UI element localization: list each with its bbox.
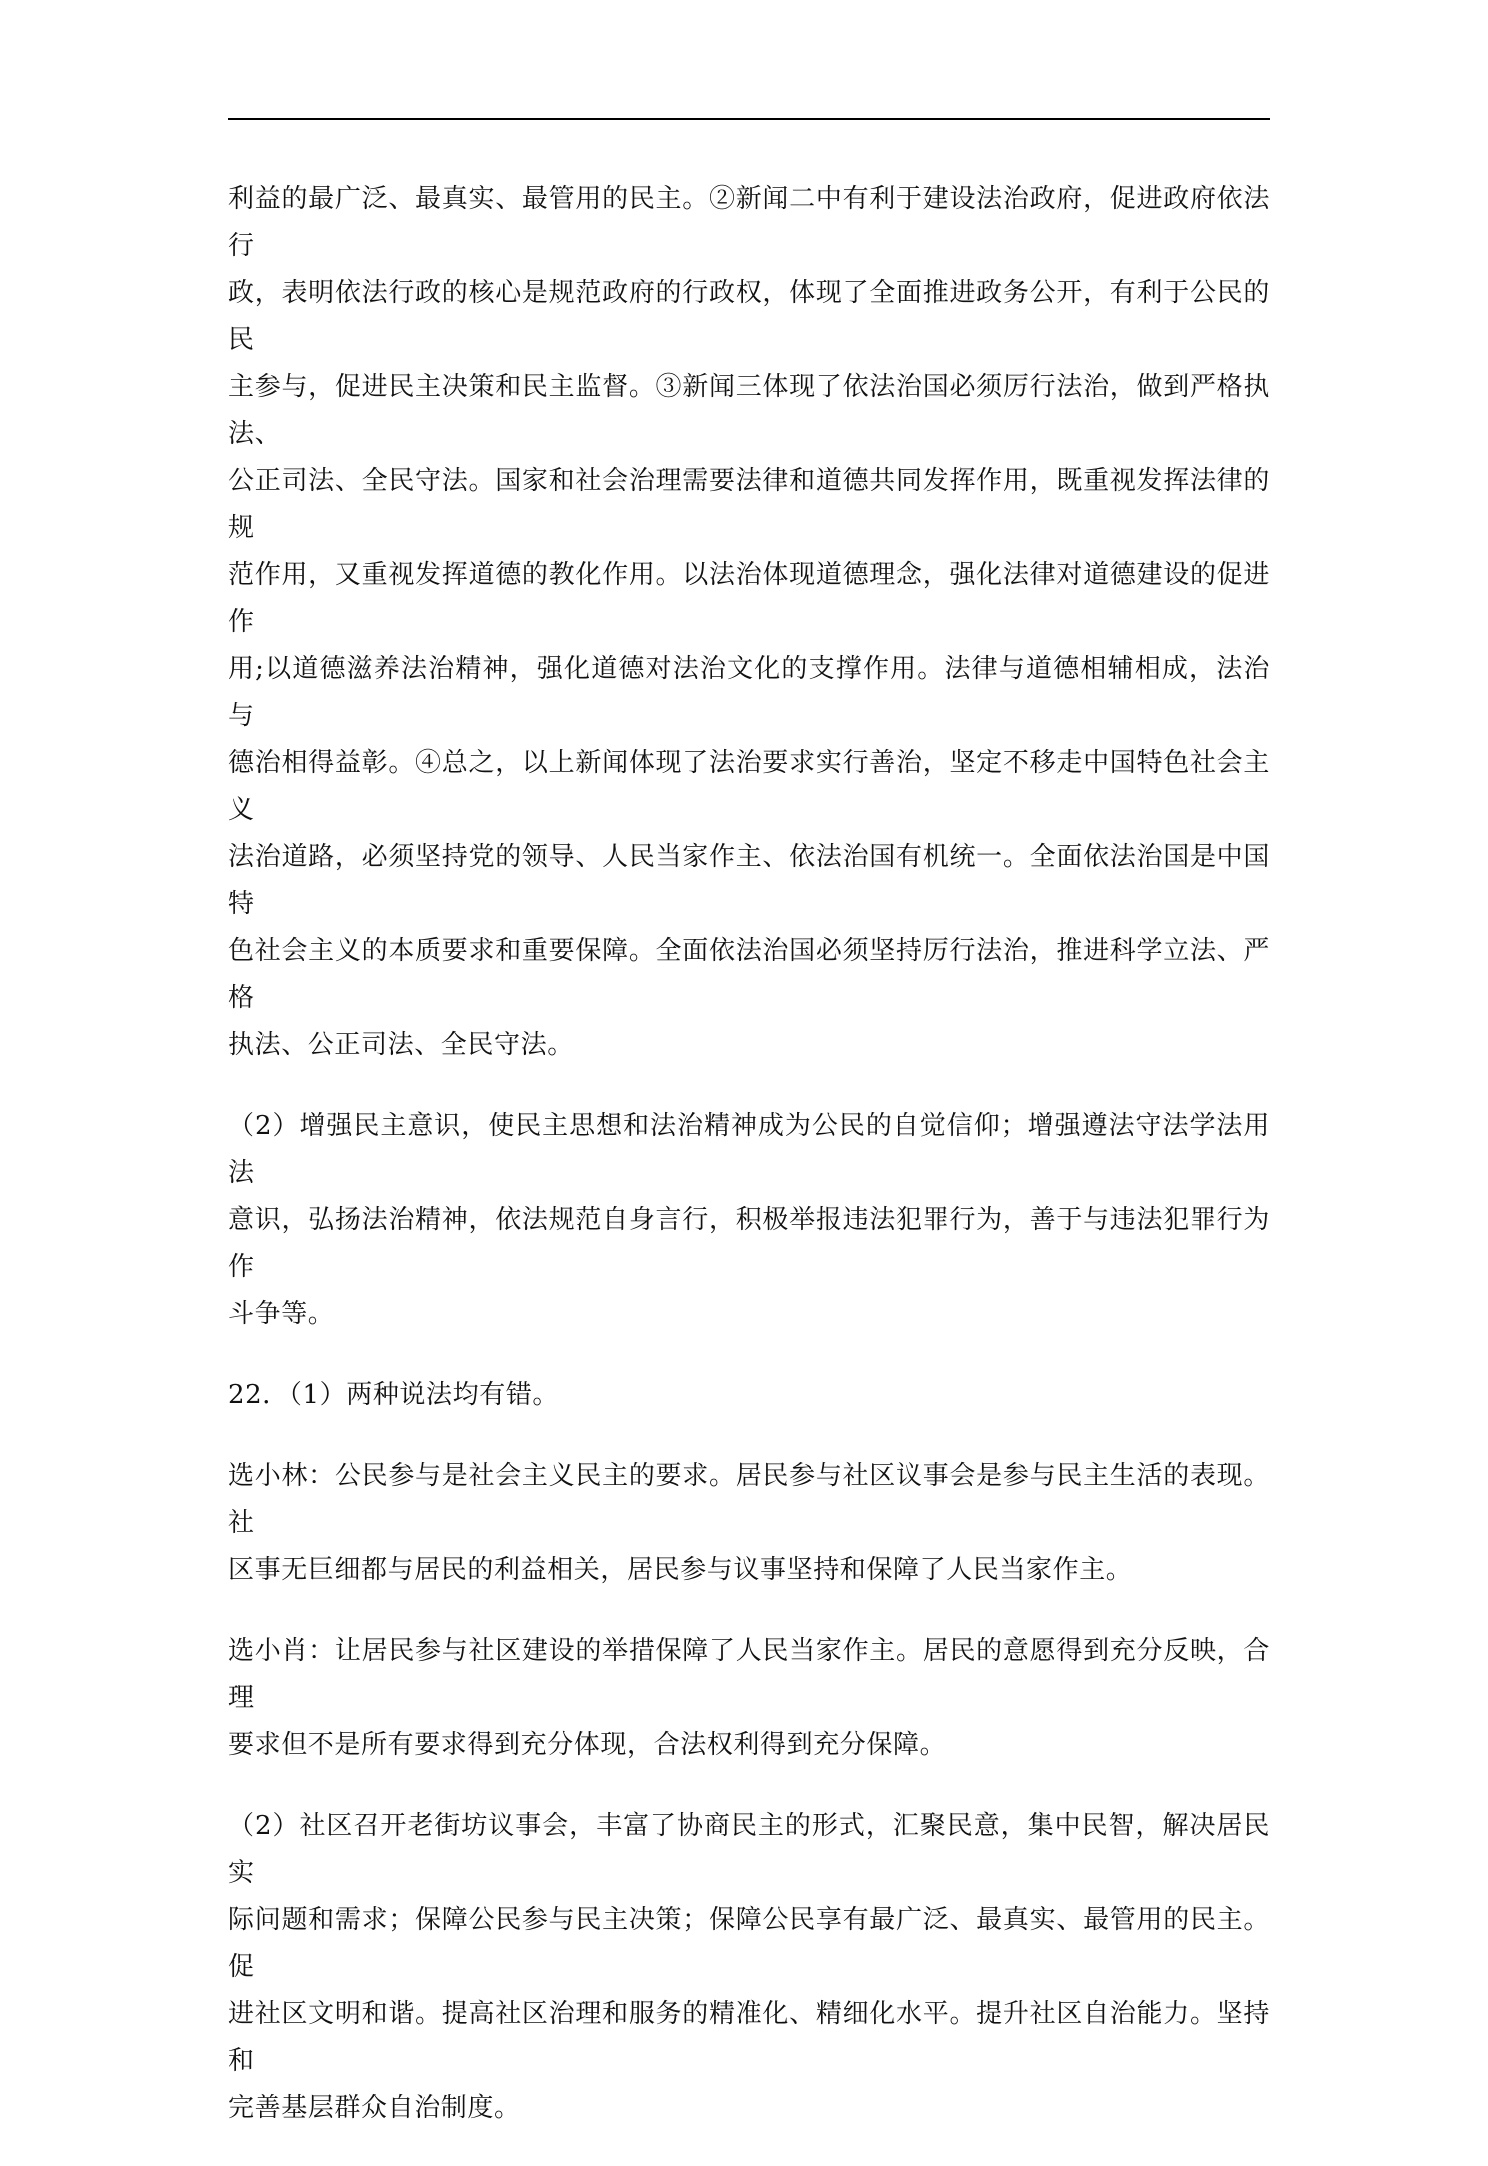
header-rule xyxy=(228,118,1270,120)
paragraph-question-22-part-2: （2）社区召开老街坊议事会，丰富了协商民主的形式，汇聚民意，集中民智，解决居民实 际问题和需求；保障公民参与民主决策；保障公民享有最广泛、最真实、最管用的民主。促 进社区文明和谐。提高社区治理和服务的精准化、精细化水平。提升社区自治能力。坚持和 完善基层群众自治制度。 xyxy=(228,1811,1270,2123)
paragraph-xiaolin: 选小林：公民参与是社会主义民主的要求。居民参与社区议事会是参与民主生活的表现。社 区事无巨细都与居民的利益相关，居民参与议事坚持和保障了人民当家作主。 xyxy=(228,1461,1270,1585)
paragraph-answer-part-2: （2）增强民主意识，使民主思想和法治精神成为公民的自觉信仰；增强遵法守法学法用法 意识，弘扬法治精神，依法规范自身言行，积极举报违法犯罪行为，善于与违法犯罪行为作 斗争等。 xyxy=(228,1111,1270,1329)
answer-text-body xyxy=(228,176,1270,2166)
paragraph-xiaoxiao: 选小肖：让居民参与社区建设的举措保障了人民当家作主。居民的意愿得到充分反映，合理 要求但不是所有要求得到充分体现，合法权利得到充分保障。 xyxy=(228,1636,1270,1760)
paragraph-continued-answer: 利益的最广泛、最真实、最管用的民主。②新闻二中有利于建设法治政府，促进政府依法行 政，表明依法行政的核心是规范政府的行政权，体现了全面推进政务公开，有利于公民的民 主参与，促进民主决策和民主监督。③新闻三体现了依法治国必须厉行法治，做到严格执法、 公正司法、全民守法。国家和社会治理需要法律和道德共同发挥作用，既重视发挥法律的规 范作用，又重视发挥道德的教化作用。以法治体现道德理念，强化法律对道德建设的促进作 用;以道德滋养法治精神，强化道德对法治文化的支撑作用。法律与道德相辅相成，法治与 德治相得益彰。④总之，以上新闻体现了法治要求实行善治，坚定不移走中国特色社会主义 法治道路，必须坚持党的领导、人民当家作主、依法治国有机统一。全面依法治国是中国特 色社会主义的本质要求和重要保障。全面依法治国必须坚持厉行法治，推进科学立法、严格 执法、公正司法、全民守法。 xyxy=(228,184,1270,1060)
paragraph-question-22-part-1: 22．（1）两种说法均有错。 xyxy=(228,1380,560,1410)
